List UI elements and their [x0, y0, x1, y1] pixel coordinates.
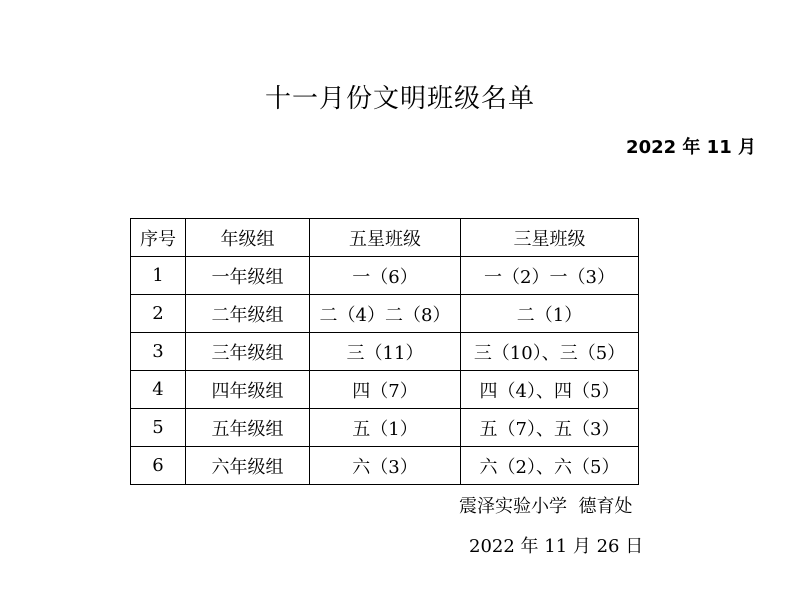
- cell-index: 2: [131, 295, 186, 333]
- cell-grade: 三年级组: [186, 333, 310, 371]
- header-grade: 年级组: [186, 219, 310, 257]
- header-index: 序号: [131, 219, 186, 257]
- issuing-office: 震泽实验小学 德育处: [459, 496, 633, 517]
- cell-index: 4: [131, 371, 186, 409]
- cell-grade: 六年级组: [186, 447, 310, 485]
- cell-grade: 二年级组: [186, 295, 310, 333]
- cell-five-star: 六（3）: [310, 447, 461, 485]
- document-date: 2022 年 11 月: [626, 137, 756, 158]
- table-header-row: [131, 219, 639, 257]
- document-title: 十一月份文明班级名单: [264, 84, 535, 114]
- table-row: [131, 257, 639, 295]
- cell-index: 3: [131, 333, 186, 371]
- table-row: [131, 447, 639, 485]
- cell-three-star: 二（1）: [461, 295, 639, 333]
- cell-three-star: 四（4）、四（5）: [461, 371, 639, 409]
- cell-three-star: 三（10）、三（5）: [461, 333, 639, 371]
- cell-index: 1: [131, 257, 186, 295]
- cell-three-star: 一（2）一（3）: [461, 257, 639, 295]
- table-row: [131, 295, 639, 333]
- issue-date: 2022 年 11 月 26 日: [469, 536, 644, 557]
- table-row: [131, 333, 639, 371]
- cell-three-star: 五（7）、五（3）: [461, 409, 639, 447]
- cell-five-star: 四（7）: [310, 371, 461, 409]
- class-roster-table: [130, 218, 639, 485]
- cell-grade: 四年级组: [186, 371, 310, 409]
- table-row: [131, 371, 639, 409]
- cell-index: 6: [131, 447, 186, 485]
- cell-five-star: 五（1）: [310, 409, 461, 447]
- cell-five-star: 一（6）: [310, 257, 461, 295]
- cell-five-star: 二（4）二（8）: [310, 295, 461, 333]
- cell-five-star: 三（11）: [310, 333, 461, 371]
- header-five-star: 五星班级: [310, 219, 461, 257]
- cell-three-star: 六（2）、六（5）: [461, 447, 639, 485]
- cell-grade: 一年级组: [186, 257, 310, 295]
- table-row: [131, 409, 639, 447]
- header-three-star: 三星班级: [461, 219, 639, 257]
- cell-index: 5: [131, 409, 186, 447]
- cell-grade: 五年级组: [186, 409, 310, 447]
